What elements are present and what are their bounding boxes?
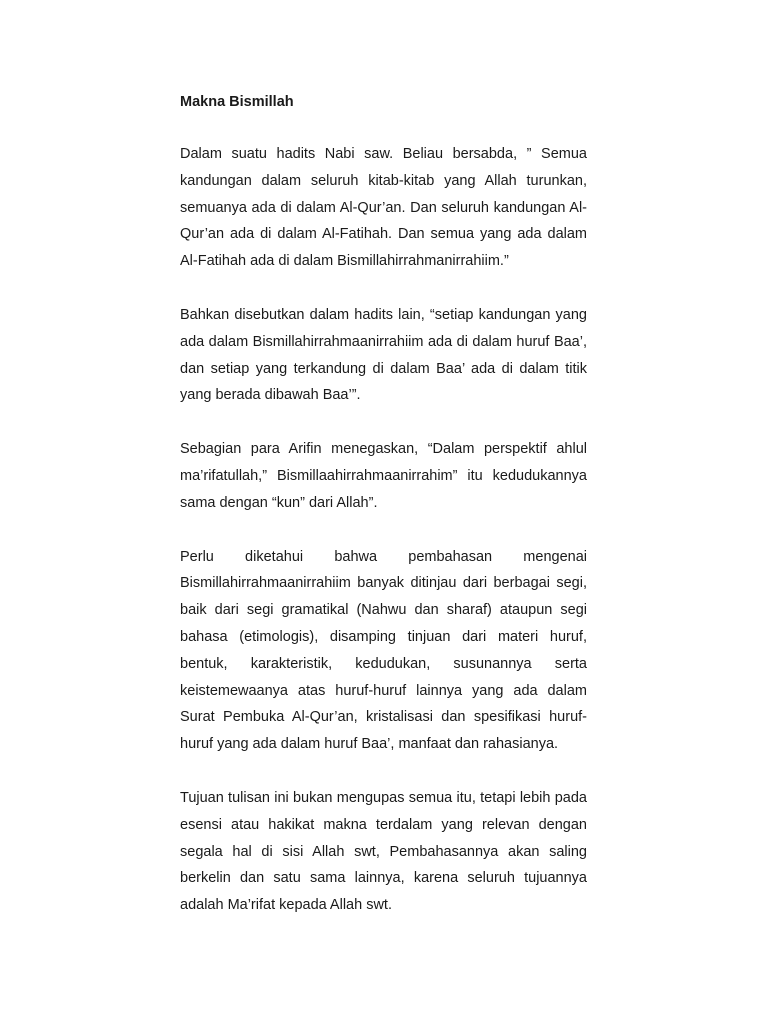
document-body xyxy=(180,88,587,946)
document-title: Makna Bismillah xyxy=(180,94,294,110)
paragraph-3: Sebagian para Arifin menegaskan, “Dalam perspektif ahlul ma’rifatullah,” Bismillaahirrahmaanirrahim” itu kedudukannya sama dengan “kun” dari Allah”. xyxy=(180,441,587,511)
paragraph-4: Perlu diketahui bahwa pembahasan mengenai Bismillahirrahmaanirrahiim banyak ditinjau dari berbagai segi, baik dari segi gramatikal (Nahwu dan sharaf) ataupun segi bahasa (etimologis), disamping tinjuan dari materi huruf, bentuk, karakteristik, kedudukan, susunannya serta keistemewaanya atas huruf-huruf lainnya yang ada dalam Surat Pembuka Al-Qur’an, kristalisasi dan spesifikasi huruf-huruf yang ada dalam huruf Baa’, manfaat dan rahasianya. xyxy=(180,548,587,753)
paragraph-5: Tujuan tulisan ini bukan mengupas semua itu, tetapi lebih pada esensi atau hakikat makna terdalam yang relevan dengan segala hal di sisi Allah swt, Pembahasannya akan saling berkelin dan satu sama lainnya, karena seluruh tujuannya adalah Ma’rifat kepada Allah swt. xyxy=(180,789,587,914)
paragraph-1: Dalam suatu hadits Nabi saw. Beliau bersabda, ” Semua kandungan dalam seluruh kitab-kitab yang Allah turunkan, semuanya ada di dalam Al-Qur’an. Dan seluruh kandungan Al-Qur’an ada di dalam Al-Fatihah. Dan semua yang ada dalam Al-Fatihah ada di dalam Bismillahirrahmanirrahiim.” xyxy=(180,146,587,270)
paragraph-2: Bahkan disebutkan dalam hadits lain, “setiap kandungan yang ada dalam Bismillahirrahmaanirrahiim ada di dalam huruf Baa’, dan setiap yang terkandung di dalam Baa’ ada di dalam titik yang berada dibawah Baa’”. xyxy=(180,306,587,404)
